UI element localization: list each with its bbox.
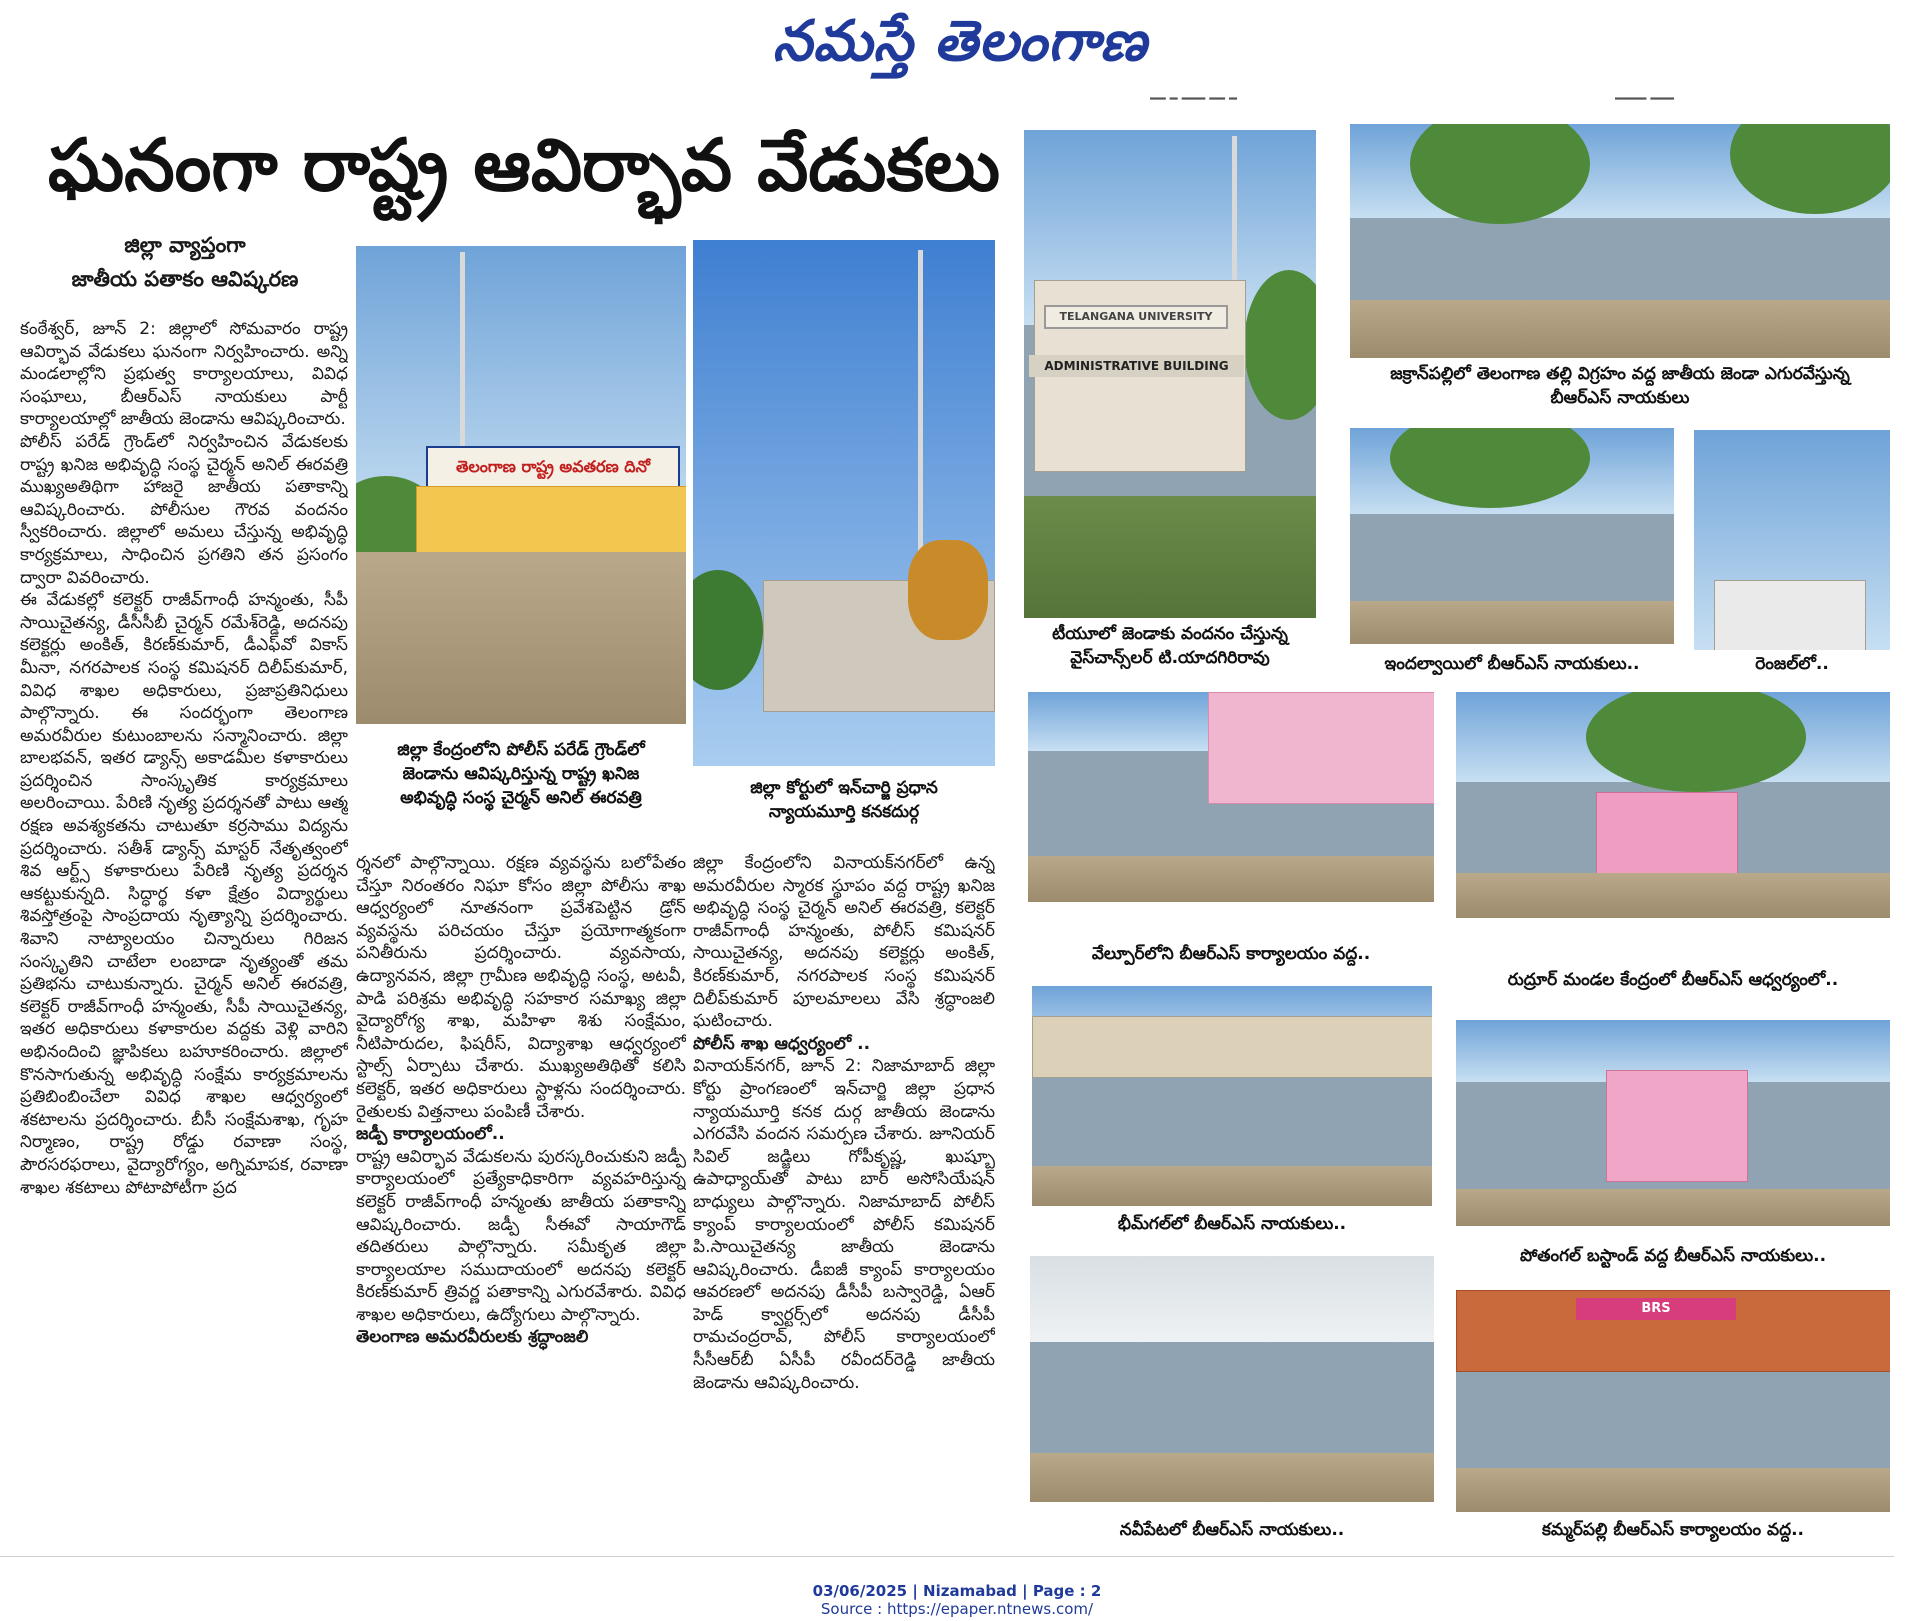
section-heading: జడ్పీ కార్యాలయంలో.. bbox=[356, 1124, 505, 1145]
paragraph: ఈ వేడుకల్లో కలెక్టర్ రాజీవ్‌గాంధీ హన్మంతు, సీపీ సాయిచైతన్య, డీసీసీబీ చైర్మన్ రమేశ్‌రెడ్డి, అదనపు కలెక్టర్లు అంకిత్, కిరణ్‌కుమార్, డీఎఫ్‌వో వికాస్ మీనా, నగరపాలక సంస్థ కమిషనర్ దిలీప్‌కుమార్, వివిధ శాఖల అధికారులు, ప్రజాప్రతినిధులు పాల్గొన్నారు. ఈ సందర్భంగా తెలంగాణ అమరవీరుల కుటుంబాలను సన్మానించారు. జిల్లా బాలభవన్, ఇతర డ్యాన్స్ అకాడమీల కళాకారులు ప్రదర్శించిన సాంస్కృతిక కార్యక్రమాలు అలరించాయి. పేరిణి నృత్య ప్రదర్శనతో పాటు ఆత్మ రక్షణ అవశ్యకతను చాటుతూ కర్రసాము విద్యను ప్రదర్శించారు. సతీశ్ డ్యాన్స్ మాస్టర్ నేతృత్వంలో శివ ఆర్ట్స్ కళాకారులు పేరిణి నృత్య ప్రదర్శన ఆకట్టుకున్నది. సిద్ధార్థ కళా క్షేత్రం విద్యార్థులు శివస్తోత్రంపై సాంప్రదాయ నృత్యాన్ని ప్రదర్శించారు. శివాని నాట్యాలయం చిన్నారులు గిరిజన సంస్కృతిని చాటేలా లంబాడా నృత్యంతో తమ ప్రతిభను చాటుకున్నారు. చైర్మన్ అనిల్ ఈరవత్రి, కలెక్టర్ రాజీవ్‌గాంధీ హన్మంతు, సీపీ సాయిచైతన్య, ఇతర అధికారులు కళాకారుల వద్దకు వెళ్లి వారిని అభినందించి జ్ఞాపికలు బహూకరించారు. జిల్లాలో కొనసాగుతున్న అభివృద్ధి సంక్షేమ కార్యక్రమాలను ప్రతిబింబించేలా వివిధ శాఖల ఆధ్వర్యంలో శకటాలను ప్రదర్శించారు. బీసీ సంక్షేమశాఖ, గృహ నిర్మాణం, రాష్ట్ర రోడ్డు రవాణా సంస్థ, పౌరసరఫరాలు, వైద్యారోగ్యం, అగ్నిమాపక, రవాణా శాఖల శకటాలు పోటాపోటీగా ప్రద bbox=[20, 590, 348, 1198]
stage-banner: తెలంగాణ రాష్ట్ర అవతరణ దినో bbox=[426, 446, 680, 488]
paragraph: వినాయక్‌నగర్, జూన్ 2: నిజామాబాద్ జిల్లా కోర్టు ప్రాంగణంలో ఇన్‌చార్జి జిల్లా ప్రధాన న్యాయమూర్తి కనక దుర్గ జాతీయ జెండాను ఎగరవేసి వందన సమర్పణ చేశారు. జూనియర్ సివిల్ జడ్జిలు గోపీకృష్ణ, ఖుష్బూ ఉపాధ్యాయ్‌తో పాటు బార్ అసోసియేషన్ బాధ్యులు పాల్గొన్నారు. నిజామాబాద్ పోలీస్ క్యాంప్ కార్యాలయంలో పోలీస్ కమిషనర్ పి.సాయిచైతన్య జాతీయ జెండాను ఆవిష్కరించారు. డీఐజీ క్యాంప్ కార్యాలయం ఆవరణలో అదనపు డీసీపీ బస్వారెడ్డి, ఏఆర్ హెడ్ క్వార్టర్స్‌లో అదనపు డీసీపీ రామచంద్రరావ్, పోలీస్ కార్యాలయంలో సీసీఆర్‌బీ ఏసీపీ రవీందర్‌రెడ్డి జాతీయ జెండాను ఆవిష్కరించారు. bbox=[693, 1056, 995, 1393]
photo-caption bbox=[1694, 652, 1890, 676]
caption-line: జెండాను ఆవిష్కరిస్తున్న రాష్ట్ర ఖనిజ bbox=[402, 764, 640, 784]
photo-jakranpally bbox=[1350, 124, 1890, 358]
photo-velpur bbox=[1028, 692, 1434, 902]
photo-caption bbox=[1032, 1212, 1432, 1236]
masthead-logo: నమస్తే తెలంగాణ bbox=[772, 8, 1148, 74]
caption-line: జిల్లా కోర్టులో ఇన్‌చార్జి ప్రధాన bbox=[750, 778, 938, 798]
building-sign: ADMINISTRATIVE BUILDING bbox=[1029, 355, 1244, 377]
subhead-line: జిల్లా వ్యాప్తంగా bbox=[124, 233, 246, 257]
caption-line: కమ్మర్‌పల్లి బీఆర్‌ఎస్ కార్యాలయం వద్ద.. bbox=[1541, 1520, 1804, 1540]
building-sign: TELANGANA UNIVERSITY bbox=[1044, 305, 1228, 329]
photo-kammarpally bbox=[1456, 1290, 1890, 1512]
article-column-1 bbox=[20, 318, 348, 1528]
subhead-line: జాతీయ పతాకం ఆవిష్కరణ bbox=[71, 267, 299, 291]
caption-line: జక్రాన్‌పల్లిలో తెలంగాణ తల్లి విగ్రహం వద్ద జాతీయ జెండా ఎగురవేస్తున్న bbox=[1390, 364, 1850, 384]
photo-caption bbox=[1456, 1244, 1890, 1268]
paragraph: పోలీస్ పరేడ్ గ్రౌండ్‌లో నిర్వహించిన వేడుకలకు రాష్ట్ర ఖనిజ అభివృద్ధి సంస్థ చైర్మన్ అనిల్ ఈరవత్రి ముఖ్యఅతిథిగా హాజరై జాతీయ పతాకాన్ని ఆవిష్కరించారు. పోలీసుల గౌరవ వందనం స్వీకరించారు. జిల్లాలో అమలు చేస్తున్న అభివృద్ధి కార్యక్రమాలు, సాధించిన ప్రగతిని తన ప్రసంగం ద్వారా వివరించారు. bbox=[20, 431, 348, 588]
caption-line: నవీపేటలో బీఆర్‌ఎస్ నాయకులు.. bbox=[1119, 1520, 1345, 1540]
headline: ఘనంగా రాష్ట్ర ఆవిర్భావ వేడుకలు bbox=[48, 122, 1001, 207]
photo-caption bbox=[1350, 652, 1674, 676]
photo-district-court bbox=[693, 240, 995, 766]
footer-dateline: 03/06/2025 | Nizamabad | Page : 2 bbox=[812, 1582, 1102, 1600]
paragraph: రాష్ట్ర ఆవిర్భావ వేడుకలను పురస్కరించుకుని జడ్పీ కార్యాలయంలో ప్రత్యేకాధికారిగా వ్యవహరిస్తున్న కలెక్టర్ రాజీవ్‌గాంధీ హన్మంతు జాతీయ పతాకాన్ని ఆవిష్కరించారు. జడ్పీ సీఈవో సాయాగౌడ్ తదితరులు పాల్గొన్నారు. సమీకృత జిల్లా కార్యాలయాల సముదాయంలో అదనపు కలెక్టర్ కిరణ్‌కుమార్ త్రివర్ణ పతాకాన్ని ఎగురవేశారు. వివిధ శాఖల అధికారులు, ఉద్యోగులు పాల్గొన్నారు. bbox=[356, 1146, 686, 1325]
caption-line: రుద్రూర్ మండల కేంద్రంలో బీఆర్‌ఎస్ ఆధ్వర్యంలో.. bbox=[1507, 970, 1839, 990]
photo-caption bbox=[1350, 362, 1890, 410]
caption-line: ఇందల్వాయిలో బీఆర్‌ఎస్ నాయకులు.. bbox=[1384, 654, 1640, 674]
photo-pothangal bbox=[1456, 1020, 1890, 1226]
article-column-3 bbox=[693, 852, 995, 1528]
footer-source: Source : https://epaper.ntnews.com/ bbox=[820, 1600, 1094, 1618]
caption-line: న్యాయమూర్తి కనకదుర్గ bbox=[768, 802, 920, 822]
paragraph: ర్శనలో పాల్గొన్నాయి. రక్షణ వ్యవస్థను బలోపేతం చేస్తూ నిరంతరం నిఘా కోసం జిల్లా పోలీసు శాఖ ఆధ్వర్యంలో నూతనంగా ప్రవేశపెట్టిన డ్రోన్ వ్యవస్థను పరిచయం చేస్తూ ప్రయోగాత్మకంగా పనితీరును ప్రదర్శించారు. వ్యవసాయ, ఉద్యానవన, జిల్లా గ్రామీణ అభివృద్ధి సంస్థ, అటవీ, పాడి పరిశ్రమ అభివృద్ధి సహకార సమాఖ్య జిల్లా వైద్యారోగ్య శాఖ, మహిళా శిశు సంక్షేమం, నీటిపారుదల, ఫిషరీస్, విద్యాశాఖ ఆధ్వర్యంలో స్టాల్స్ ఏర్పాటు చేశారు. ముఖ్యఅతిథితో కలిసి కలెక్టర్, ఇతర అధికారులు స్టాళ్లను సందర్శించారు. రైతులకు విత్తనాలు పంపిణీ చేశారు. bbox=[356, 853, 686, 1122]
photo-caption bbox=[1030, 1518, 1434, 1542]
caption-line: బీఆర్‌ఎస్ నాయకులు bbox=[1550, 388, 1690, 408]
caption-line: వైస్‌చాన్స్‌లర్ టి.యాదగిరిరావు bbox=[1070, 648, 1270, 668]
paragraph: కంఠేశ్వర్, జూన్ 2: జిల్లాలో సోమవారం రాష్ట్ర ఆవిర్భావ వేడుకలు ఘనంగా నిర్వహించారు. అన్ని మండలాల్లోని ప్రభుత్వ కార్యాలయాలు, వివిధ సంఘాలు, బీఆర్ఎస్ నాయకులు పార్టీ కార్యాలయాల్లో జాతీయ జెండాను ఆవిష్కరించారు. bbox=[20, 319, 348, 430]
office-sign: BRS bbox=[1576, 1298, 1736, 1320]
caption-line: టీయూలో జెండాకు వందనం చేస్తున్న bbox=[1052, 624, 1288, 644]
subhead bbox=[20, 228, 350, 296]
cropped-text-strip: ━━ ━ ━━━ ━━ ━ bbox=[1150, 92, 1237, 106]
photo-bheemgal bbox=[1032, 986, 1432, 1206]
photo-parade-ground bbox=[356, 246, 686, 724]
photo-caption bbox=[1456, 1518, 1890, 1542]
photo-caption bbox=[1028, 942, 1434, 966]
article-column-2 bbox=[356, 852, 686, 1528]
photo-rudrur bbox=[1456, 692, 1890, 918]
photo-telangana-university bbox=[1024, 130, 1316, 618]
photo-caption bbox=[693, 776, 995, 824]
photo-indalwai bbox=[1350, 428, 1674, 644]
section-heading: పోలీస్ శాఖ ఆధ్వర్యంలో .. bbox=[693, 1033, 871, 1054]
caption-line: అభివృద్ధి సంస్థ చైర్మన్ అనిల్ ఈరవత్రి bbox=[400, 788, 642, 808]
photo-renjal bbox=[1694, 430, 1890, 650]
photo-navipet bbox=[1030, 1256, 1434, 1502]
caption-line: పోతంగల్ బస్టాండ్ వద్ద బీఆర్‌ఎస్ నాయకులు.. bbox=[1519, 1246, 1827, 1266]
caption-line: రెంజల్‌లో.. bbox=[1755, 654, 1829, 674]
paragraph: జిల్లా కేంద్రంలోని వినాయక్‌నగర్‌లో ఉన్న అమరవీరుల స్మారక స్థూపం వద్ద రాష్ట్ర ఖనిజ అభివృద్ధి సంస్థ చైర్మన్ అనిల్ ఈరవత్రి, కలెక్టర్ రాజీవ్‌గాంధీ హన్మంతు, పోలీస్ కమిషనర్ సాయిచైతన్య, అదనపు కలెక్టర్లు అంకిత్, కిరణ్‌కుమార్, నగరపాలక సంస్థ కమిషనర్ దిలీప్‌కుమార్ పూలమాలలు వేసి శ్రద్ధాంజలి ఘటించారు. bbox=[693, 853, 995, 1032]
photo-caption bbox=[356, 738, 686, 810]
photo-caption bbox=[1020, 622, 1320, 670]
page-divider bbox=[0, 1556, 1894, 1557]
photo-caption bbox=[1456, 968, 1890, 992]
cropped-text-strip: ━━━━ ━━━ bbox=[1615, 92, 1674, 106]
section-heading: తెలంగాణ అమరవీరులకు శ్రద్ధాంజలి bbox=[356, 1327, 589, 1348]
caption-line: జిల్లా కేంద్రంలోని పోలీస్ పరేడ్ గ్రౌండ్‌లో bbox=[397, 740, 645, 760]
caption-line: వేల్పూర్‌లోని బీఆర్‌ఎస్ కార్యాలయం వద్ద.. bbox=[1091, 944, 1371, 964]
caption-line: భీమ్‌గల్‌లో బీఆర్‌ఎస్ నాయకులు.. bbox=[1117, 1214, 1347, 1234]
